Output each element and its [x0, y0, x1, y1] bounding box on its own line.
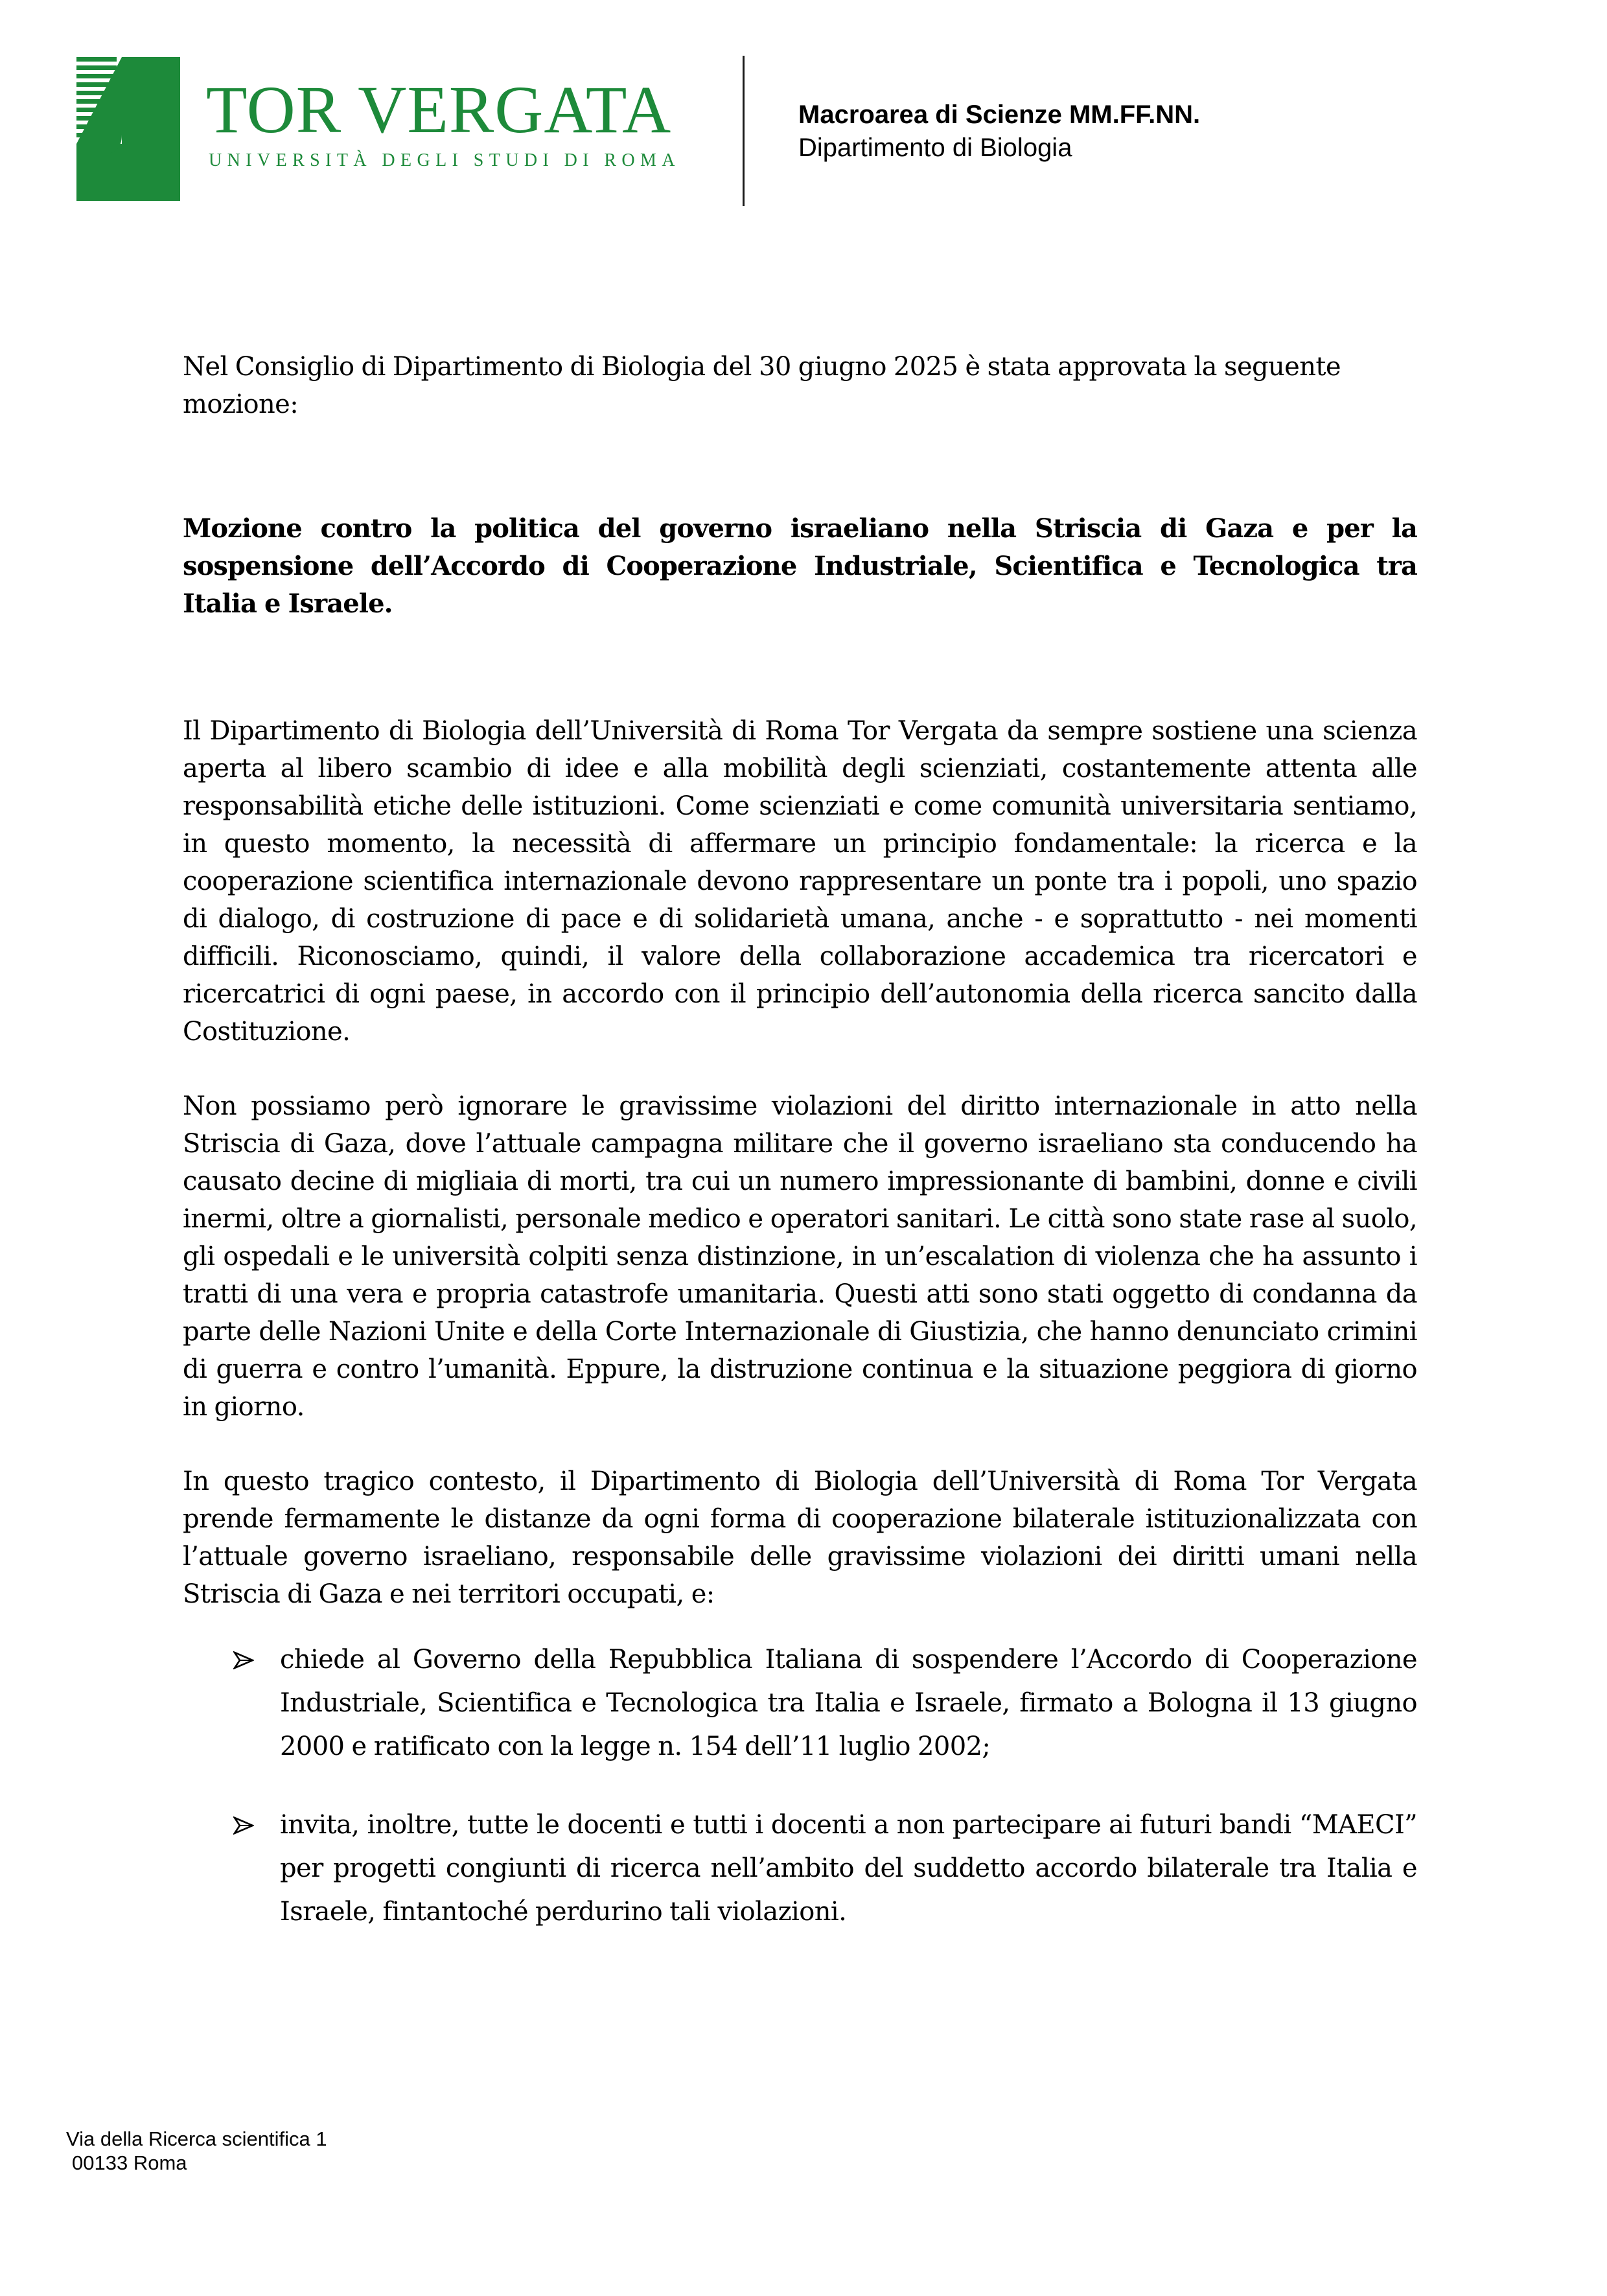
body-paragraph: Il Dipartimento di Biologia dell’Università di Roma Tor Vergata da sempre sostiene una scienza aperta al libero scambio di idee e alla mobilità degli scienziati, costantemente attenta alle responsabilità etiche delle istituzioni. Come scienziati e come comunità universitaria sentiamo, in questo momento, la necessità di affermare un principio fondamentale: la ricerca e la cooperazione scientifica internazionale devono rappresentare un ponte tra i popoli, uno spazio di dialogo, di costruzione di pace e di solidarietà umana, anche - e soprattutto - nei momenti difficili. Riconosciamo, quindi, il valore della collaborazione accademica tra ricercatori e ricercatrici di ogni paese, in accordo con il principio dell’autonomia della ricerca sancito dalla Costituzione.: [183, 716, 1417, 1047]
list-item: [183, 1803, 1417, 1934]
request-list: [183, 1638, 1417, 1934]
motion-title: Mozione contro la politica del governo israeliano nella Striscia di Gaza e per la sospensione dell’Accordo di Cooperazione Industriale, Scientifica e Tecnologica tra Italia e Israele.: [183, 513, 1417, 619]
body-paragraph: Non possiamo però ignorare le gravissime violazioni del diritto internazionale in atto nella Striscia di Gaza, dove l’attuale campagna militare che il governo israeliano sta conducendo ha causato decine di migliaia di morti, tra cui un numero impressionante di bambini, donne e civili inermi, oltre a giornalisti, personale medico e operatori sanitari. Le città sono state rase al suolo, gli ospedali e le università colpiti senza distinzione, in un’escalation di violenza che ha assunto i tratti di una vera e propria catastrofe umanitaria. Questi atti sono stati oggetto di condanna da parte delle Nazioni Unite e della Corte Internazionale di Giustizia, che hanno denunciato crimini di guerra e contro l’umanità. Eppure, la distruzione continua e la situazione peggiora di giorno in giorno.: [183, 1091, 1417, 1422]
header-divider: [743, 56, 745, 206]
macroarea-label: Macroarea di Scienze MM.FF.NN.: [798, 100, 1201, 129]
footer-address: [66, 2127, 327, 2175]
university-subtitle: UNIVERSITÀ DEGLI STUDI DI ROMA: [209, 150, 680, 170]
list-item-text: chiede al Governo della Repubblica Italiana di sospendere l’Accordo di Cooperazione Industriale, Scientifica e Tecnologica tra Italia e Israele, firmato a Bologna il 13 giugno 2000 e ratificato con la legge n. 154 dell’11 luglio 2002;: [280, 1645, 1417, 1761]
department-block: [798, 99, 1200, 165]
department-label: Dipartimento di Biologia: [798, 133, 1072, 162]
list-item-text: invita, inoltre, tutte le docenti e tutti i docenti a non partecipare ai futuri bandi “MAECI” per progetti congiunti di ricerca nell’ambito del suddetto accordo bilaterale tra Italia e Israele, fintantoché perdurino tali violazioni.: [280, 1810, 1417, 1927]
footer-address-line: Via della Ricerca scientifica 1: [66, 2128, 327, 2150]
body-paragraph: In questo tragico contesto, il Dipartimento di Biologia dell’Università di Roma Tor Vergata prende fermamente le distanze da ogni forma di cooperazione bilaterale istituzionalizzata con l’attuale governo israeliano, responsabile delle gravissime violazioni dei diritti umani nella Striscia di Gaza e nei territori occupati, e:: [183, 1467, 1417, 1609]
footer-postal-line: 00133 Roma: [72, 2151, 187, 2174]
arrowhead-bullet-icon: [233, 1816, 254, 1835]
intro-paragraph: Nel Consiglio di Dipartimento di Biologia del 30 giugno 2025 è stata approvata la seguente mozione:: [183, 352, 1341, 419]
arrowhead-bullet-icon: [233, 1651, 254, 1669]
university-logo-icon: [76, 57, 180, 201]
list-item: [183, 1638, 1417, 1768]
university-name: TOR VERGATA: [206, 73, 672, 147]
